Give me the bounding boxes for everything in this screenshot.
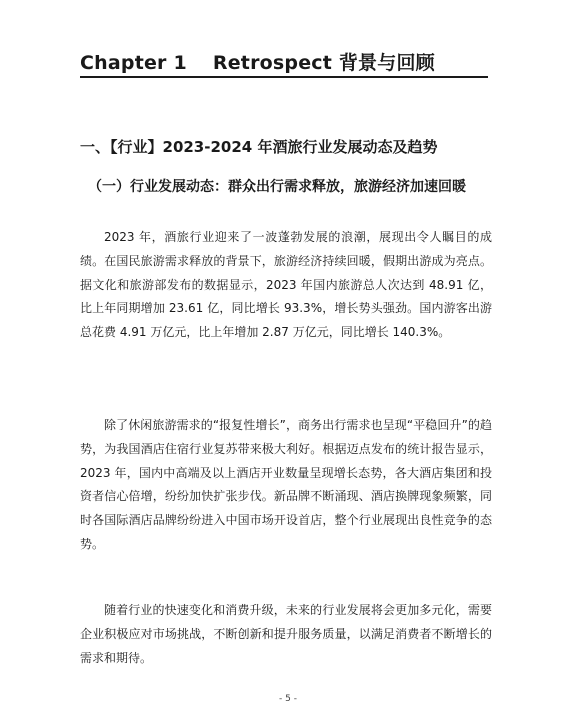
section-subheading: （一）行业发展动态：群众出行需求释放，旅游经济加速回暖 (88, 179, 466, 195)
body-paragraph-2: 除了休闲旅游需求的“报复性增长”，商务出行需求也呈现“平稳回升”的趋势，为我国酒店住宿行业复苏带来极大利好。根据迈点发布的统计报告显示，2023 年，国内中高端及以上酒店开业数量呈现增长态势，各大酒店集团和投资者信心倍增，纷纷加快扩张步伐。新品牌不断涌现、酒店换牌现象频繁，同时各国际酒店品牌纷纷进入中国市场开设首店，整个行业展现出良性竞争的态势。 (80, 418, 492, 551)
chapter-number: Chapter 1 (80, 52, 187, 74)
body-paragraph-1: 2023 年，酒旅行业迎来了一波蓬勃发展的浪潮，展现出令人瞩目的成绩。在国民旅游需求释放的背景下，旅游经济持续回暖，假期出游成为亮点。据文化和旅游部发布的数据显示，2023 年国内旅游总人次达到 48.91 亿，比上年同期增加 23.61 亿，同比增长 93.3%，增长势头强劲。国内游客出游总花费 4.91 万亿元，比上年增加 2.87 万亿元，同比增长 140.3%。 (80, 230, 492, 340)
chapter-divider (80, 76, 488, 78)
body-paragraph-3: 随着行业的快速变化和消费升级，未来的行业发展将会更加多元化，需要企业积极应对市场挑战，不断创新和提升服务质量，以满足消费者不断增长的需求和期待。 (80, 603, 492, 665)
chapter-title (80, 48, 435, 75)
section-heading: 一、【行业】2023-2024 年酒旅行业发展动态及趋势 (80, 138, 438, 156)
chapter-title-text: Retrospect 背景与回顾 (212, 52, 435, 74)
page-number: - 5 - (279, 694, 297, 704)
